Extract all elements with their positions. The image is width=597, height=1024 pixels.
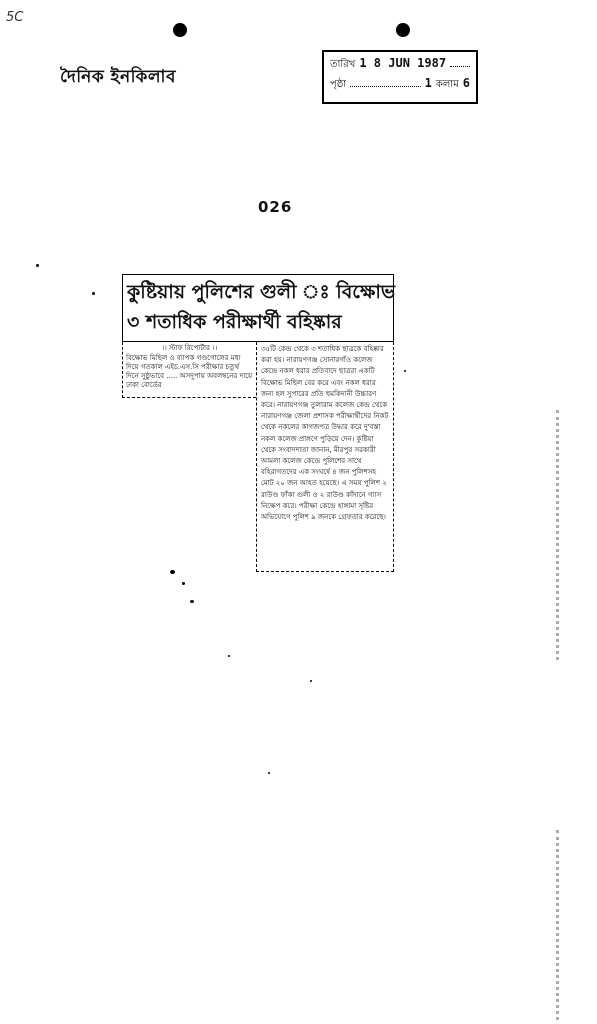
stamp-column-label: কলাম (435, 79, 459, 90)
stamp-page-value: 1 (424, 76, 432, 90)
scan-speck (182, 582, 185, 585)
scan-speck (268, 772, 270, 774)
stamp-date-label: তারিখ (330, 59, 356, 70)
edge-scan-dots-top (548, 410, 559, 660)
stamp-dotted-line (450, 57, 470, 67)
newspaper-clipping (122, 274, 394, 572)
scan-speck (92, 292, 95, 295)
article-left-text: বিক্ষোভ মিছিল ও ব্যাপক গণ্ডগোলের মধ্য দিয়ে গতকাল এইচ.এস.সি পরীক্ষার চতুর্থ দিনে সুষ্ঠুভাবে ..... অসদুপায় অবলম্বনের দায়ে ঢাকা বোর্ডের (126, 354, 253, 389)
punch-hole-right (396, 23, 410, 37)
headline-line-2: ৩ শতাধিক পরীক্ষার্থী বহিষ্কার (127, 311, 342, 333)
page-number: 026 (258, 198, 293, 216)
scan-speck (404, 370, 406, 372)
stamp-column-value: 6 (462, 76, 470, 90)
clipping-headline-block (122, 274, 394, 342)
corner-handwritten-mark: 5C (6, 10, 24, 25)
byline: ।। স্টাফ রিপোর্টার ।। (161, 344, 218, 352)
article-right-column: ৩৫টি কেন্দ্র থেকে ৩ শতাধিক ছাত্রকে বহিষ্কার করা হয়। নারায়ণগঞ্জ সোনারগাঁও কলেজ কেন্দ্রে নকল ধরার প্রতিবাদে ছাত্ররা একটি বিক্ষোভ মিছিল বের করে এবং নকল ধরার জন্য হল সুপারের প্রতি হুমকিদানী উচ্চারণ করে। নারায়ণগঞ্জ তুলারাম কলেজ কেন্দ্র থেকে নারায়ণগঞ্জ জেলা প্রশাসক পরীক্ষার্থীদের নিকট থেকে নকলের কাগজপত্র উদ্ধার করে দু'বস্তা নকল কলেজ প্রাঙ্গণে পুড়িয়ে দেন। কুষ্টিয়া থেকে সংবাদদাতা জানান, মীরপুর সরকারী আমলা কলেজ কেন্দ্রে পুলিশের সাথে বহিরাগতদের এক সংঘর্ষে ৪ জন পুলিশসহ মোট ২০ জন আহত হয়েছে। এ সময় পুলিশ ২ রাউণ্ড ফাঁকা গুলী ও ২ রাউণ্ড কাঁদানে গ্যাস নিক্ষেপ করে। পরীক্ষা কেন্দ্রে হাঙ্গামা সৃষ্টির অভিযোগে পুলিশ ৯ জনকে গ্রেফতার করেছে। (256, 342, 394, 572)
stamp-dotted-line (350, 77, 420, 87)
scan-speck (310, 680, 312, 682)
scan-speck (228, 655, 230, 657)
stamp-date-row (330, 56, 470, 76)
edge-scan-dots-bottom (548, 830, 559, 1020)
date-stamp-box (322, 50, 478, 104)
stamp-date-value: 1 8 JUN 1987 (359, 56, 447, 70)
newspaper-name: দৈনিক ইনকিলাব (60, 67, 176, 87)
punch-hole-left (173, 23, 187, 37)
article-left-column (122, 342, 256, 398)
scan-speck (190, 600, 194, 603)
stamp-page-row (330, 76, 470, 96)
stamp-page-label: পৃষ্ঠা (330, 79, 347, 90)
scan-speck (170, 570, 175, 574)
scan-speck (36, 264, 39, 267)
headline-line-1: কুষ্টিয়ায় পুলিশের গুলী ঃ বিক্ষোভ (127, 281, 396, 303)
